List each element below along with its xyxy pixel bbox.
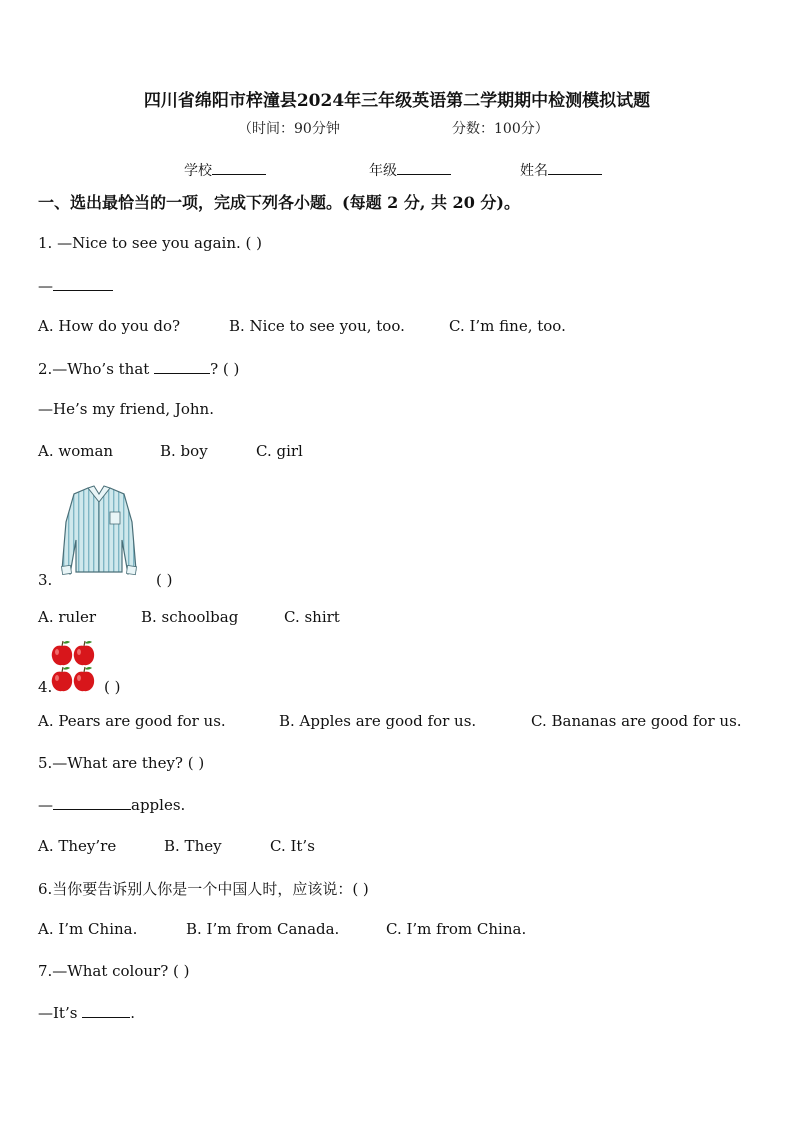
section-heading: 一、选出最恰当的一项，完成下列各小题。(每题 2 分, 共 20 分)。 (38, 193, 520, 212)
name-blank[interactable] (548, 160, 602, 175)
name-label: 姓名 (520, 163, 548, 179)
grade-label: 年级 (369, 163, 397, 179)
question-5-option-a[interactable]: A. They’re (38, 837, 117, 855)
question-1-prompt: 1. —Nice to see you again. ( ) (38, 234, 262, 252)
question-5-prompt: 5.—What are they? ( ) (38, 754, 205, 772)
question-3-option-b[interactable]: B. schoolbag (141, 608, 239, 626)
question-7-reply (38, 1003, 135, 1022)
exam-score: 分数：100分） (452, 121, 549, 137)
page-title: 四川省绵阳市梓潼县2024年三年级英语第二学期期中检测模拟试题 (143, 91, 651, 111)
question-3-paren: ( ) (156, 571, 173, 589)
question-4-option-c[interactable]: C. Bananas are good for us. (531, 712, 742, 730)
question-2-option-c[interactable]: C. girl (256, 442, 303, 460)
question-6-option-b[interactable]: B. I’m from Canada. (186, 920, 340, 938)
question-2-prompt (38, 359, 239, 378)
question-5-option-b[interactable]: B. They (164, 837, 222, 855)
question-7-prompt: 7.—What colour? ( ) (38, 962, 190, 980)
question-1-option-a[interactable]: A. How do you do? (38, 317, 181, 335)
answer-blank[interactable] (154, 359, 210, 374)
question-1-option-c[interactable]: C. I’m fine, too. (449, 317, 566, 335)
question-6-option-a[interactable]: A. I’m China. (38, 920, 138, 938)
question-4-paren: ( ) (104, 678, 121, 696)
school-blank[interactable] (212, 160, 266, 175)
reply-prefix: —It’s (38, 1004, 78, 1022)
name-field (520, 160, 602, 180)
question-4-option-a[interactable]: A. Pears are good for us. (38, 712, 226, 730)
answer-blank[interactable] (53, 276, 113, 291)
school-field (184, 160, 266, 180)
question-1-reply (38, 276, 113, 295)
question-1-option-b[interactable]: B. Nice to see you, too. (229, 317, 405, 335)
answer-blank[interactable] (53, 795, 131, 810)
question-3-option-a[interactable]: A. ruler (38, 608, 97, 626)
reply-dash: — (38, 796, 53, 814)
apples-image (50, 640, 96, 692)
question-5-option-c[interactable]: C. It’s (270, 837, 315, 855)
answer-blank[interactable] (82, 1003, 130, 1018)
prompt-text: 2.—Who’s that (38, 360, 150, 378)
question-2-option-b[interactable]: B. boy (160, 442, 208, 460)
exam-time: （时间：90分钟 (238, 121, 340, 137)
question-6-prompt: 6.当你要告诉别人你是一个中国人时，应该说：( ) (38, 880, 369, 898)
prompt-paren: ? ( ) (210, 360, 240, 378)
reply-dash: — (38, 277, 53, 295)
apple-icon (74, 667, 94, 691)
reply-suffix: apples. (131, 796, 186, 814)
question-2-reply: —He’s my friend, John. (38, 400, 214, 418)
question-4-option-b[interactable]: B. Apples are good for us. (279, 712, 477, 730)
apple-icon (52, 641, 72, 665)
grade-blank[interactable] (397, 160, 451, 175)
shirt-image (58, 482, 140, 580)
apple-icon (74, 641, 94, 665)
question-4-number: 4. (38, 678, 53, 696)
reply-suffix: . (130, 1004, 135, 1022)
school-label: 学校 (184, 163, 212, 179)
question-3-option-c[interactable]: C. shirt (284, 608, 340, 626)
question-6-option-c[interactable]: C. I’m from China. (386, 920, 527, 938)
apple-icon (52, 667, 72, 691)
question-3-number: 3. (38, 571, 53, 589)
grade-field (369, 160, 451, 180)
question-2-option-a[interactable]: A. woman (38, 442, 114, 460)
question-5-reply (38, 795, 185, 814)
